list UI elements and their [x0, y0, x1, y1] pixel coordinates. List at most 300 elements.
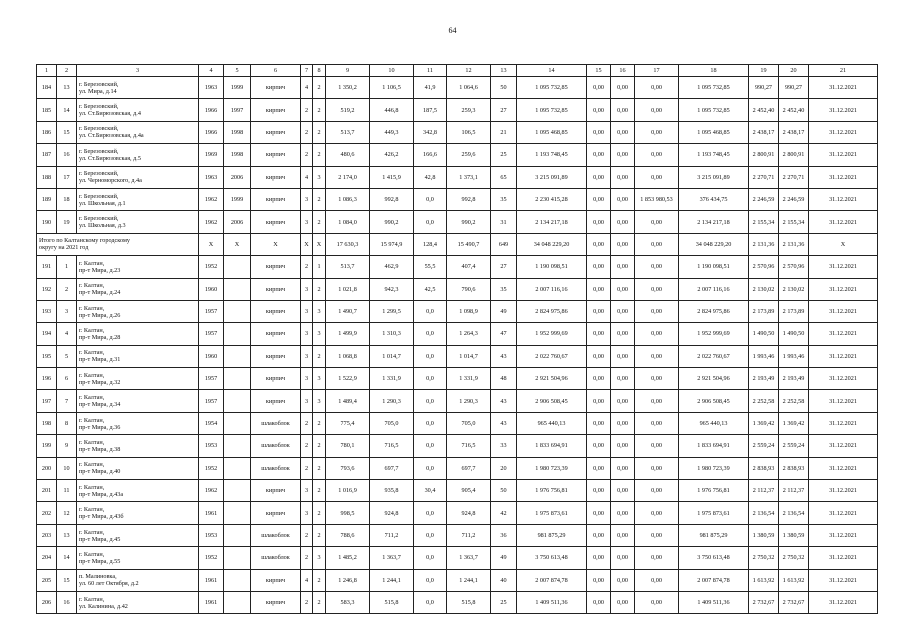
- table-cell: 480,6: [326, 144, 370, 166]
- address-line: г. Березовский,: [79, 170, 119, 178]
- table-cell: 1953: [199, 435, 224, 457]
- table-cell: [224, 502, 251, 524]
- table-cell: 40: [491, 569, 517, 591]
- address-line: пр-т Мира, д.23: [79, 266, 121, 274]
- address-line: пр-т Мира, д.24: [79, 289, 121, 297]
- table-cell: 342,8: [414, 121, 447, 143]
- table-row: [37, 188, 878, 210]
- table-cell: 0,00: [587, 435, 611, 457]
- address-line: г. Калтан,: [79, 438, 105, 446]
- table-cell: 1 016,9: [326, 480, 370, 502]
- table-cell: 0,00: [635, 323, 679, 345]
- address-line: пр-т Мира, д.31: [79, 356, 121, 364]
- table-cell: кирпич: [251, 77, 301, 99]
- table-cell: кирпич: [251, 144, 301, 166]
- table-cell: 513,7: [326, 256, 370, 278]
- column-header: 13: [491, 65, 517, 77]
- table-cell: 31.12.2021: [809, 435, 878, 457]
- header-row: [37, 65, 878, 77]
- address-line: ул. Мира, д.14: [79, 87, 117, 95]
- table-cell: 14: [57, 99, 77, 121]
- table-cell: 1 310,3: [370, 323, 414, 345]
- table-cell: 513,7: [326, 121, 370, 143]
- column-header: 12: [447, 65, 491, 77]
- table-cell: 2: [301, 435, 313, 457]
- table-cell: 205: [37, 569, 57, 591]
- table-cell: 186: [37, 121, 57, 143]
- address-line: ул. Калинина, д.42: [79, 602, 128, 610]
- table-cell: 187: [37, 144, 57, 166]
- address-cell: [77, 368, 199, 390]
- address-line: пр-т Мира, д.40: [79, 468, 121, 476]
- table-cell: 0,00: [587, 256, 611, 278]
- table-cell: 1 331,9: [370, 368, 414, 390]
- column-header: 2: [57, 65, 77, 77]
- table-cell: 30,4: [414, 480, 447, 502]
- table-cell: 905,4: [447, 480, 491, 502]
- table-cell: 13: [57, 524, 77, 546]
- table-cell: 9: [57, 435, 77, 457]
- table-cell: 0,0: [414, 211, 447, 233]
- table-cell: 2 174,0: [326, 166, 370, 188]
- table-cell: 1 193 748,45: [517, 144, 587, 166]
- table-cell: [224, 480, 251, 502]
- table-cell: 0,0: [414, 524, 447, 546]
- column-header: 18: [679, 65, 749, 77]
- table-cell: 2 452,40: [749, 99, 779, 121]
- table-cell: 0,00: [611, 256, 635, 278]
- table-cell: 2: [301, 121, 313, 143]
- table-cell: кирпич: [251, 121, 301, 143]
- address-line: ул. Ст.Бирюзовская, д.4: [79, 110, 141, 118]
- table-cell: 0,0: [414, 345, 447, 367]
- table-cell: 17: [57, 166, 77, 188]
- table-cell: 0,00: [635, 457, 679, 479]
- table-cell: 1 369,42: [749, 412, 779, 434]
- column-header: 10: [370, 65, 414, 77]
- table-cell: 31.12.2021: [809, 300, 878, 322]
- table-cell: 3: [301, 188, 313, 210]
- table-cell: 31.12.2021: [809, 121, 878, 143]
- address-cell: [77, 457, 199, 479]
- table-cell: 1 084,0: [326, 211, 370, 233]
- table-cell: 0,00: [611, 278, 635, 300]
- column-header: 16: [611, 65, 635, 77]
- table-cell: 2 750,32: [749, 547, 779, 569]
- table-cell: 13: [57, 77, 77, 99]
- table-row: [37, 390, 878, 412]
- table-cell: 2 570,96: [779, 256, 809, 278]
- table-cell: 2 131,36: [779, 233, 809, 255]
- address-line: г. Калтан,: [79, 416, 105, 424]
- table-cell: 981 875,29: [679, 524, 749, 546]
- table-cell: 0,0: [414, 591, 447, 613]
- table-cell: 2 800,91: [779, 144, 809, 166]
- table-cell: 2 570,96: [749, 256, 779, 278]
- table-cell: 2 270,71: [749, 166, 779, 188]
- table-cell: 2: [313, 345, 326, 367]
- housing-table: [36, 64, 878, 614]
- table-cell: шлакоблок: [251, 547, 301, 569]
- table-cell: 649: [491, 233, 517, 255]
- table-cell: 0,00: [587, 480, 611, 502]
- table-cell: 3: [301, 390, 313, 412]
- table-cell: 2 136,54: [749, 502, 779, 524]
- address-cell: [77, 569, 199, 591]
- table-cell: 2006: [224, 166, 251, 188]
- table-body: [37, 65, 878, 614]
- table-cell: 0,0: [414, 412, 447, 434]
- table-cell: 0,00: [635, 480, 679, 502]
- column-header: 21: [809, 65, 878, 77]
- table-cell: 515,8: [370, 591, 414, 613]
- address-cell: [77, 390, 199, 412]
- table-cell: 1 246,8: [326, 569, 370, 591]
- table-cell: 193: [37, 300, 57, 322]
- table-cell: [224, 390, 251, 412]
- address-line: г. Калтан,: [79, 550, 105, 558]
- table-cell: 1 095 468,85: [679, 121, 749, 143]
- table-cell: 1998: [224, 144, 251, 166]
- table-cell: 0,0: [414, 502, 447, 524]
- column-header: 17: [635, 65, 679, 77]
- table-cell: 31.12.2021: [809, 480, 878, 502]
- table-cell: 0,00: [587, 569, 611, 591]
- table-cell: кирпич: [251, 211, 301, 233]
- table-cell: 935,8: [370, 480, 414, 502]
- table-cell: кирпич: [251, 480, 301, 502]
- address-line: пр-т Мира, д.26: [79, 311, 121, 319]
- table-cell: 0,00: [635, 211, 679, 233]
- table-cell: 1 833 694,91: [517, 435, 587, 457]
- table-cell: 0,00: [587, 457, 611, 479]
- table-cell: 1 193 748,45: [679, 144, 749, 166]
- table-cell: 1 190 098,51: [517, 256, 587, 278]
- table-cell: 1999: [224, 188, 251, 210]
- table-cell: 16: [57, 144, 77, 166]
- table-cell: 1960: [199, 345, 224, 367]
- table-cell: 0,0: [414, 435, 447, 457]
- table-cell: 1 086,3: [326, 188, 370, 210]
- address-cell: [77, 345, 199, 367]
- table-cell: 2 134 217,18: [517, 211, 587, 233]
- table-cell: 0,00: [587, 188, 611, 210]
- column-header: 8: [313, 65, 326, 77]
- table-cell: кирпич: [251, 278, 301, 300]
- table-cell: 1 613,92: [749, 569, 779, 591]
- table-cell: 2 838,93: [749, 457, 779, 479]
- table-cell: 1961: [199, 569, 224, 591]
- table-cell: 0,00: [587, 233, 611, 255]
- table-cell: 0,00: [635, 547, 679, 569]
- address-line: пр-т Мира, д.32: [79, 378, 121, 386]
- table-cell: шлакоблок: [251, 524, 301, 546]
- table-cell: [224, 300, 251, 322]
- table-row: [37, 77, 878, 99]
- table-cell: 3 215 091,89: [679, 166, 749, 188]
- table-cell: 1 415,9: [370, 166, 414, 188]
- table-row: [37, 278, 878, 300]
- table-cell: шлакоблок: [251, 435, 301, 457]
- table-cell: 0,00: [635, 278, 679, 300]
- table-cell: 2: [301, 547, 313, 569]
- address-line: ул. 60 лет Октября, д.2: [79, 580, 139, 588]
- table-cell: кирпич: [251, 502, 301, 524]
- table-cell: 1 975 873,61: [517, 502, 587, 524]
- address-line: г. Березовский,: [79, 80, 119, 88]
- table-cell: 2: [301, 591, 313, 613]
- table-cell: 2 559,24: [749, 435, 779, 457]
- address-line: ул. Ст.Бирюзовская, д.5: [79, 154, 141, 162]
- table-cell: 1: [57, 256, 77, 278]
- table-cell: 1 244,1: [370, 569, 414, 591]
- column-header: 3: [77, 65, 199, 77]
- table-cell: 189: [37, 188, 57, 210]
- table-cell: 42,5: [414, 278, 447, 300]
- table-row: [37, 121, 878, 143]
- total-label: [37, 233, 199, 255]
- table-cell: 1 369,42: [779, 412, 809, 434]
- table-cell: 0,00: [611, 457, 635, 479]
- table-cell: 49: [491, 547, 517, 569]
- table-cell: 3: [57, 300, 77, 322]
- table-cell: 0,00: [587, 278, 611, 300]
- table-cell: [224, 569, 251, 591]
- table-cell: 0,0: [414, 390, 447, 412]
- table-cell: 0,00: [635, 368, 679, 390]
- table-row: [37, 591, 878, 613]
- table-cell: 0,00: [635, 435, 679, 457]
- page-number: 64: [448, 26, 457, 35]
- table-cell: 0,00: [611, 166, 635, 188]
- table-cell: 3: [313, 166, 326, 188]
- table-cell: 2: [313, 99, 326, 121]
- table-cell: 2 155,34: [779, 211, 809, 233]
- table-cell: 2: [301, 524, 313, 546]
- table-cell: 50: [491, 77, 517, 99]
- table-cell: 0,00: [635, 233, 679, 255]
- table-cell: 202: [37, 502, 57, 524]
- address-cell: [77, 300, 199, 322]
- address-line: ул. Черноморского, д.4а: [79, 177, 142, 185]
- table-cell: 33: [491, 435, 517, 457]
- table-cell: 2: [301, 457, 313, 479]
- table-cell: 6: [57, 368, 77, 390]
- table-cell: кирпич: [251, 300, 301, 322]
- address-cell: [77, 144, 199, 166]
- table-cell: 2 007 874,78: [679, 569, 749, 591]
- table-cell: 449,3: [370, 121, 414, 143]
- table-cell: кирпич: [251, 591, 301, 613]
- table-cell: 2 732,67: [779, 591, 809, 613]
- table-cell: 31.12.2021: [809, 278, 878, 300]
- table-cell: 3: [313, 547, 326, 569]
- table-cell: 716,5: [447, 435, 491, 457]
- table-cell: 0,00: [611, 569, 635, 591]
- table-cell: кирпич: [251, 99, 301, 121]
- table-cell: 259,6: [447, 144, 491, 166]
- table-cell: 0,00: [587, 547, 611, 569]
- table-row: [37, 256, 878, 278]
- table-cell: 2 246,59: [749, 188, 779, 210]
- table-cell: 3: [301, 323, 313, 345]
- table-cell: 793,6: [326, 457, 370, 479]
- table-cell: 2 130,02: [749, 278, 779, 300]
- address-cell: [77, 166, 199, 188]
- table-cell: 2 007 874,78: [517, 569, 587, 591]
- table-cell: 2 155,34: [749, 211, 779, 233]
- table-cell: [224, 457, 251, 479]
- table-cell: 0,00: [611, 345, 635, 367]
- table-cell: 3: [313, 300, 326, 322]
- table-cell: 1 380,59: [779, 524, 809, 546]
- table-cell: 0,00: [611, 323, 635, 345]
- table-cell: 1 363,7: [447, 547, 491, 569]
- table-cell: 201: [37, 480, 57, 502]
- table-row: [37, 569, 878, 591]
- table-cell: 1 952 999,69: [679, 323, 749, 345]
- table-cell: 1 363,7: [370, 547, 414, 569]
- table-cell: 0,00: [635, 345, 679, 367]
- table-cell: 4: [301, 166, 313, 188]
- table-cell: 0,00: [635, 256, 679, 278]
- table-cell: 0,00: [611, 300, 635, 322]
- table-cell: 2 452,40: [779, 99, 809, 121]
- table-cell: 42,8: [414, 166, 447, 188]
- table-cell: 2: [313, 435, 326, 457]
- table-row: [37, 99, 878, 121]
- table-cell: 43: [491, 345, 517, 367]
- table-cell: 31.12.2021: [809, 99, 878, 121]
- table-cell: 0,00: [635, 412, 679, 434]
- column-header: 7: [301, 65, 313, 77]
- table-cell: X: [251, 233, 301, 255]
- table-cell: 2 230 415,28: [517, 188, 587, 210]
- table-cell: 50: [491, 480, 517, 502]
- table-cell: 1 490,50: [779, 323, 809, 345]
- table-cell: 992,8: [447, 188, 491, 210]
- address-cell: [77, 480, 199, 502]
- address-line: г. Калтан,: [79, 461, 105, 469]
- table-cell: 4: [301, 77, 313, 99]
- address-line: г. Калтан,: [79, 371, 105, 379]
- table-cell: кирпич: [251, 188, 301, 210]
- table-cell: 43: [491, 412, 517, 434]
- table-cell: 1 980 723,39: [517, 457, 587, 479]
- table-cell: 16: [57, 591, 77, 613]
- table-cell: 4: [57, 323, 77, 345]
- table-cell: [224, 412, 251, 434]
- table-row: [37, 300, 878, 322]
- address-line: г. Калтан,: [79, 506, 105, 514]
- table-row: [37, 480, 878, 502]
- table-cell: 2 022 760,67: [517, 345, 587, 367]
- table-cell: 0,00: [611, 480, 635, 502]
- table-cell: 990,2: [370, 211, 414, 233]
- table-cell: 194: [37, 323, 57, 345]
- table-cell: [224, 591, 251, 613]
- table-cell: 2 824 975,86: [679, 300, 749, 322]
- address-line: г. Калтан,: [79, 349, 105, 357]
- table-cell: 2: [57, 278, 77, 300]
- table-cell: 166,6: [414, 144, 447, 166]
- table-cell: 190: [37, 211, 57, 233]
- table-cell: 2 838,93: [779, 457, 809, 479]
- table-cell: 3: [301, 211, 313, 233]
- table-cell: 47: [491, 323, 517, 345]
- table-cell: 2 921 504,96: [517, 368, 587, 390]
- table-cell: 3 215 091,89: [517, 166, 587, 188]
- table-cell: 25: [491, 591, 517, 613]
- table-row: [37, 144, 878, 166]
- table-cell: 2 438,17: [779, 121, 809, 143]
- table-cell: 0,00: [611, 144, 635, 166]
- table-row: [37, 524, 878, 546]
- table-cell: [224, 345, 251, 367]
- table-cell: 15 490,7: [447, 233, 491, 255]
- address-line: г. Березовский,: [79, 103, 119, 111]
- address-line: п. Малиновка,: [79, 573, 117, 581]
- table-cell: 2 131,36: [749, 233, 779, 255]
- table-cell: 0,00: [587, 524, 611, 546]
- table-cell: 0,00: [611, 77, 635, 99]
- table-cell: 1 095 732,85: [679, 99, 749, 121]
- address-cell: [77, 278, 199, 300]
- table-cell: 2 800,91: [749, 144, 779, 166]
- table-cell: 1 373,1: [447, 166, 491, 188]
- table-cell: 426,2: [370, 144, 414, 166]
- table-cell: 2: [313, 211, 326, 233]
- table-cell: кирпич: [251, 256, 301, 278]
- table-cell: 990,27: [779, 77, 809, 99]
- column-header: 5: [224, 65, 251, 77]
- table-cell: 0,0: [414, 300, 447, 322]
- address-cell: [77, 121, 199, 143]
- table-cell: 2 750,32: [779, 547, 809, 569]
- table-cell: 1 499,9: [326, 323, 370, 345]
- table-cell: 0,0: [414, 188, 447, 210]
- table-cell: 788,6: [326, 524, 370, 546]
- table-cell: 31.12.2021: [809, 256, 878, 278]
- table-cell: [224, 547, 251, 569]
- table-cell: 1957: [199, 368, 224, 390]
- table-cell: 3: [313, 323, 326, 345]
- table-cell: 1 993,46: [749, 345, 779, 367]
- table-cell: 462,9: [370, 256, 414, 278]
- address-cell: [77, 211, 199, 233]
- table-cell: 2 559,24: [779, 435, 809, 457]
- table-cell: 2: [313, 457, 326, 479]
- table-cell: 2 438,17: [749, 121, 779, 143]
- table-cell: 705,0: [447, 412, 491, 434]
- table-cell: 55,5: [414, 256, 447, 278]
- table-cell: 0,00: [611, 233, 635, 255]
- table-cell: 106,5: [447, 121, 491, 143]
- table-cell: 3 750 613,48: [517, 547, 587, 569]
- table-cell: 1 299,5: [370, 300, 414, 322]
- table-cell: 0,00: [635, 569, 679, 591]
- table-cell: 0,00: [587, 77, 611, 99]
- table-cell: 2 007 116,16: [517, 278, 587, 300]
- table-cell: 0,00: [587, 300, 611, 322]
- address-line: г. Калтан,: [79, 595, 105, 603]
- table-cell: 965 440,13: [679, 412, 749, 434]
- table-cell: 188: [37, 166, 57, 188]
- address-line: пр-т Мира, д.28: [79, 333, 121, 341]
- table-cell: 31.12.2021: [809, 368, 878, 390]
- table-cell: 31.12.2021: [809, 323, 878, 345]
- table-cell: 2 112,37: [779, 480, 809, 502]
